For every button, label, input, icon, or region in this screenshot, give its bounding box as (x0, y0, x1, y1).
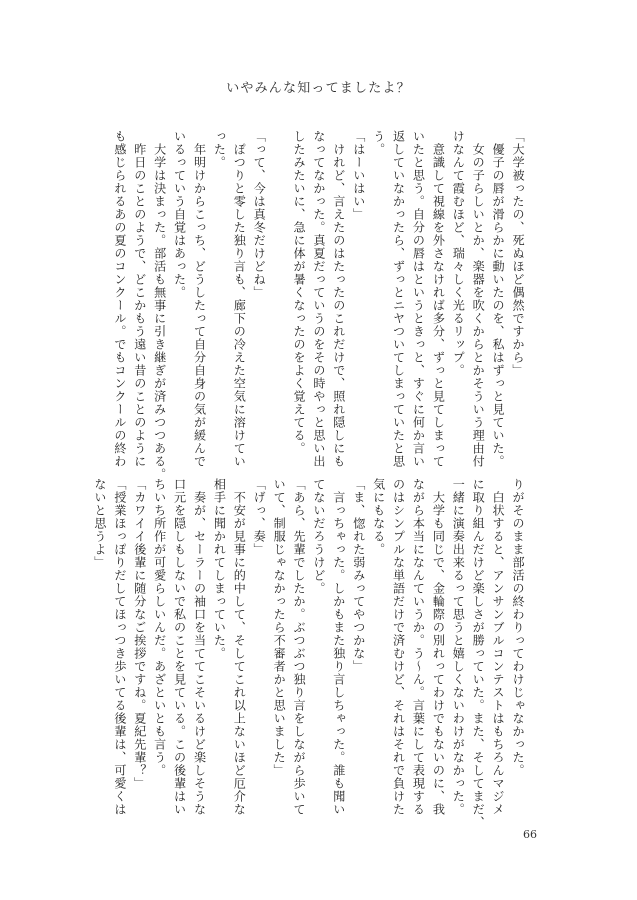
text-line: 白状すると、アンサンブルコンテストはもちろんマジメ (491, 478, 506, 816)
text-line (268, 130, 288, 460)
text-line: 大学は決まった。部活も無事に引き継ぎが済みつつある。 (152, 130, 167, 481)
page-number: 66 (523, 828, 537, 841)
text-line: 「カワイイ後輩に随分なご挨拶ですね。夏紀先輩？」 (132, 478, 147, 790)
text-line: 「って、今は真冬だけどね」 (252, 130, 267, 299)
text-line: 優子の唇が滑らかに動いたのを、私はずっと見ていた。 (491, 130, 506, 468)
text-line: 口元を隠しもしないで私のことを見ている。この後輩はい (172, 478, 187, 816)
text-line: に取り組んだけど楽しさが勝っていた。また、そしてまだ、 (471, 478, 486, 829)
text-line: いて、制服じゃなかったら不審者かと思いました」 (272, 478, 287, 777)
text-line: 不安が見事に的中して、そしてこれ以上ないほど厄介な (232, 478, 247, 816)
text-line: 「げっ、奏」 (252, 478, 267, 556)
text-line: 「あら、先輩でしたか。ぶつぶつ独り言をしながら歩いて (292, 478, 307, 816)
text-line: ちいち所作が可愛らしいんだ。あざといとも言う。 (152, 478, 167, 777)
text-line: いるっていう自覚はあった。 (172, 130, 187, 299)
text-line: 言っちゃった。しかもまた独り言しちゃった。誰も聞い (331, 478, 346, 816)
text-line: りがそのまま部活の終わりってわけじゃなかった。 (511, 478, 525, 777)
text-line: ないと思うよ」 (92, 478, 107, 569)
text-line: いたと思う。自分の唇はというときっと、すぐに何か言い (411, 130, 426, 468)
text-line: なってなかった。真夏だっていうのをその時やっと思い出 (311, 130, 326, 468)
text-line: 「授業ほっぽりだしてほっつき歩いてる後輩は、可愛くは (112, 478, 127, 816)
text-line: 相手に聞かれてしまっていた。 (212, 478, 227, 660)
text-line: ぽつりと零した独り言も、廊下の冷えた空気に溶けてい (232, 130, 247, 468)
text-line: けなんて霞むほど、瑞々しく光るリップ。 (451, 130, 466, 377)
text-line: てないだろうけど。 (311, 478, 326, 595)
text-line: 「はーいはい」 (351, 130, 366, 221)
text-line: 奏が、セーラーの袖口を当ててこそいるけど楽しそうな (192, 478, 207, 816)
text-line: 意識して視線を外さなければ多分、ずっと見てしまって (431, 130, 446, 468)
text-line: 「大学被ったの、死ぬほど偶然ですから」 (511, 130, 525, 377)
text-line: 年明けからこっち、どうしたって自分自身の気が緩んで (192, 130, 207, 468)
text-line: も感じられるあの夏のコンクール。でもコンクールの終わ (112, 130, 127, 468)
text-line: 一緒に演奏出来るって思うと嬉しくないわけがなかった。 (451, 478, 466, 816)
text-line: したみたいに、急に体が暑くなったのをよく覚えてる。 (292, 130, 307, 455)
text-line: のはシンプルな単語だけで済むけど、それはそれで負けた (391, 478, 406, 816)
text-line: った。 (212, 130, 227, 169)
text-line: 気にもなる。 (371, 478, 386, 556)
upper-text-block (107, 130, 527, 481)
text-line: 「ま、惚れた弱みってやつかな」 (351, 478, 366, 673)
text-line: 返していなかったら、ずっとニヤついてしまっていたと思 (391, 130, 406, 468)
text-line: ながら本当になんていうか。う〜ん。言葉にして表現する (411, 478, 426, 816)
text-line: 昨日のことのようで、どこかもう遠い昔のことのように (132, 130, 147, 468)
page-title: いやみんな知ってましたよ？ (226, 81, 411, 96)
text-line: けれど、言えたのはたったのこれだけで、照れ隠しにも (331, 130, 346, 468)
lower-text-block (92, 478, 527, 829)
text-line: う。 (371, 130, 386, 156)
text-line: 大学も同じで、金輪際の別れってわけでもないのに、我 (431, 478, 446, 816)
text-line: 女の子らしいとか、楽器を吹くからとかそういう理由付 (471, 130, 486, 468)
